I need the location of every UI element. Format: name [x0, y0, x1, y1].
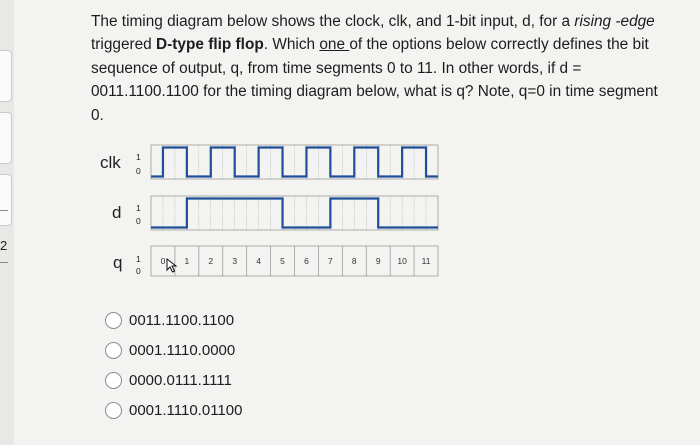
left-dash-2: [0, 262, 8, 263]
option-1[interactable]: [105, 307, 234, 333]
q-segment-3: 3: [232, 256, 238, 266]
option-2-label: 0001.1110.0000: [129, 341, 236, 359]
question-number: 2: [0, 238, 8, 253]
option-4[interactable]: [105, 397, 242, 423]
left-card-2: [0, 112, 12, 164]
d-grid-box: [151, 196, 438, 230]
clk-label: clk: [100, 153, 121, 172]
q-segment-7: 7: [328, 256, 333, 266]
d-low-label: 0: [136, 216, 141, 226]
option-2[interactable]: [105, 337, 235, 363]
q-low-label: 0: [136, 266, 141, 276]
radio-option-2[interactable]: [105, 342, 122, 359]
radio-option-3[interactable]: [105, 372, 122, 389]
d-high-label: 1: [136, 203, 141, 213]
q-label: q: [113, 253, 123, 272]
clk-grid-box: [151, 145, 438, 179]
q-segment-5: 5: [280, 256, 285, 266]
option-3-label: 0000.0111.1111: [129, 371, 232, 389]
q-segment-9: 9: [375, 256, 381, 266]
clk-low-label: 0: [136, 166, 141, 176]
clk-waveform: [151, 148, 438, 177]
q-segment-6: 6: [304, 256, 309, 266]
d-label: d: [112, 203, 122, 222]
q-segment-0: 0: [160, 256, 166, 266]
radio-option-1[interactable]: [105, 312, 122, 329]
question-text: The timing diagram below shows the clock, clk, and 1-bit input, d, for a rising -edge triggered D-type flip flop. Which one of the options below correctly defines the bit sequence of output, q, from time segments 0 to 11. In other words, if d = 0011.1100.1100 for the timing diagram below, what is q? Note, q=0 in time segment 0.: [91, 13, 658, 124]
q-segment-2: 2: [208, 256, 214, 266]
q-segment-10: 10: [397, 256, 407, 266]
q-segment-4: 4: [256, 256, 261, 266]
q-segment-8: 8: [351, 256, 357, 266]
q-segment-1: 1: [184, 256, 190, 266]
option-1-label: 0011.1100.1100: [129, 311, 235, 329]
left-dash-1: [0, 210, 8, 211]
q-high-label: 1: [136, 254, 141, 264]
q-segment-11: 11: [421, 256, 431, 266]
clk-high-label: 1: [136, 152, 141, 162]
radio-option-4[interactable]: [105, 402, 122, 419]
mouse-cursor-icon: [166, 258, 178, 274]
option-3[interactable]: [105, 367, 232, 393]
left-card-1: [0, 50, 12, 102]
option-4-label: 0001.1110.01100: [129, 401, 243, 419]
d-waveform: [151, 199, 438, 228]
left-card-3: [0, 174, 12, 226]
